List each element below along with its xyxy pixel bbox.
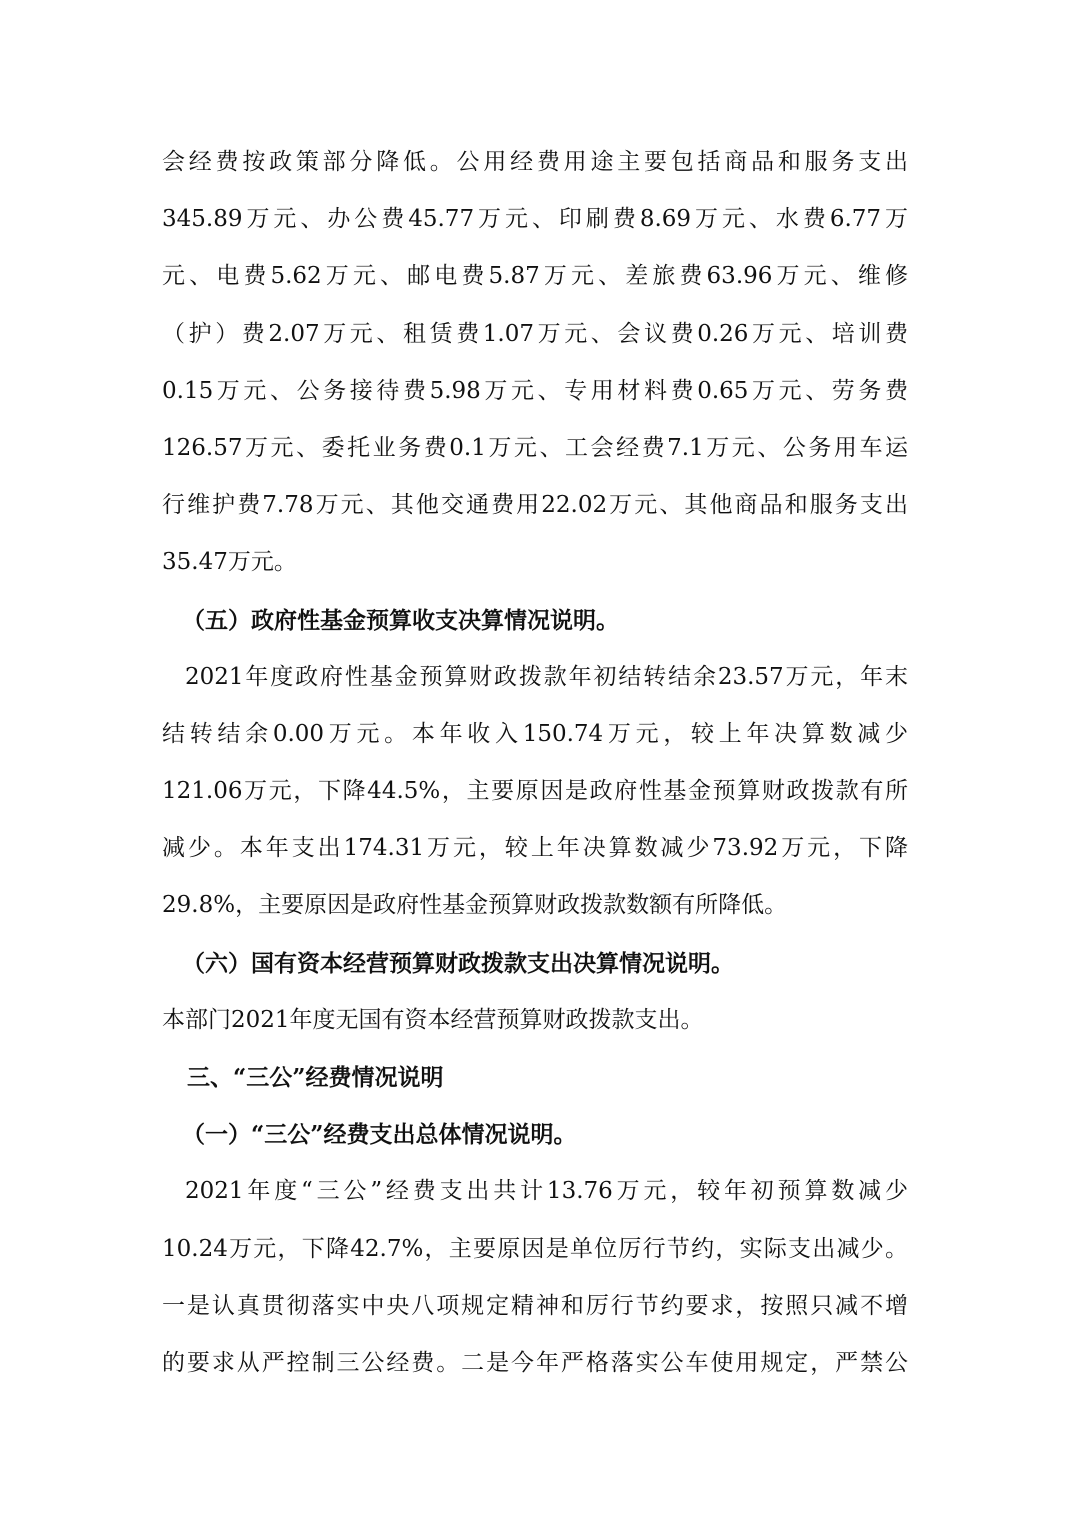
section-heading-1: （一）“三公”经费支出总体情况说明。: [182, 1121, 577, 1149]
section-heading-6: （六）国有资本经营预算财政拨款支出决算情况说明。: [182, 949, 734, 977]
paragraph-line: 减少。本年支出174.31万元，较上年决算数减少73.92万元，下降: [162, 835, 908, 862]
paragraph-line: 会经费按政策部分降低。公用经费用途主要包括商品和服务支出: [162, 149, 908, 175]
paragraph-line: 行维护费7.78万元、其他交通费用22.02万元、其他商品和服务支出: [162, 492, 908, 519]
paragraph-line: 2021年度政府性基金预算财政拨款年初结转结余23.57万元，年末: [185, 663, 908, 690]
document-page: [162, 134, 908, 1392]
chapter-heading-3: 三、“三公”经费情况说明: [187, 1064, 444, 1091]
paragraph-line: 2021年度“三公”经费支出共计13.76万元，较年初预算数减少: [185, 1178, 908, 1205]
paragraph-line: 结转结余0.00万元。本年收入150.74万元，较上年决算数减少: [162, 720, 908, 747]
paragraph-line: 元、电费5.62万元、邮电费5.87万元、差旅费63.96万元、维修: [162, 263, 908, 290]
paragraph-line: 0.15万元、公务接待费5.98万元、专用材料费0.65万元、劳务费: [162, 377, 908, 404]
paragraph-line: 29.8%，主要原因是政府性基金预算财政拨款数额有所降低。: [162, 892, 788, 919]
paragraph-line: 本部门2021年度无国有资本经营预算财政拨款支出。: [162, 1006, 704, 1033]
paragraph-line: 126.57万元、委托业务费0.1万元、工会经费7.1万元、公务用车运: [162, 434, 908, 461]
paragraph-line: （护）费2.07万元、租赁费1.07万元、会议费0.26万元、培训费: [162, 320, 908, 347]
paragraph-line: 345.89万元、办公费45.77万元、印刷费8.69万元、水费6.77万: [162, 206, 908, 233]
paragraph-line: 121.06万元，下降44.5%，主要原因是政府性基金预算财政拨款有所: [162, 778, 908, 805]
paragraph-line: 一是认真贯彻落实中央八项规定精神和厉行节约要求，按照只减不增: [162, 1292, 908, 1319]
paragraph-line: 10.24万元，下降42.7%，主要原因是单位厉行节约，实际支出减少。: [162, 1235, 908, 1262]
paragraph-line: 35.47万元。: [162, 549, 297, 576]
paragraph-line: 的要求从严控制三公经费。二是今年严格落实公车使用规定，严禁公: [162, 1349, 908, 1376]
section-heading-5: （五）政府性基金预算收支决算情况说明。: [182, 606, 619, 634]
